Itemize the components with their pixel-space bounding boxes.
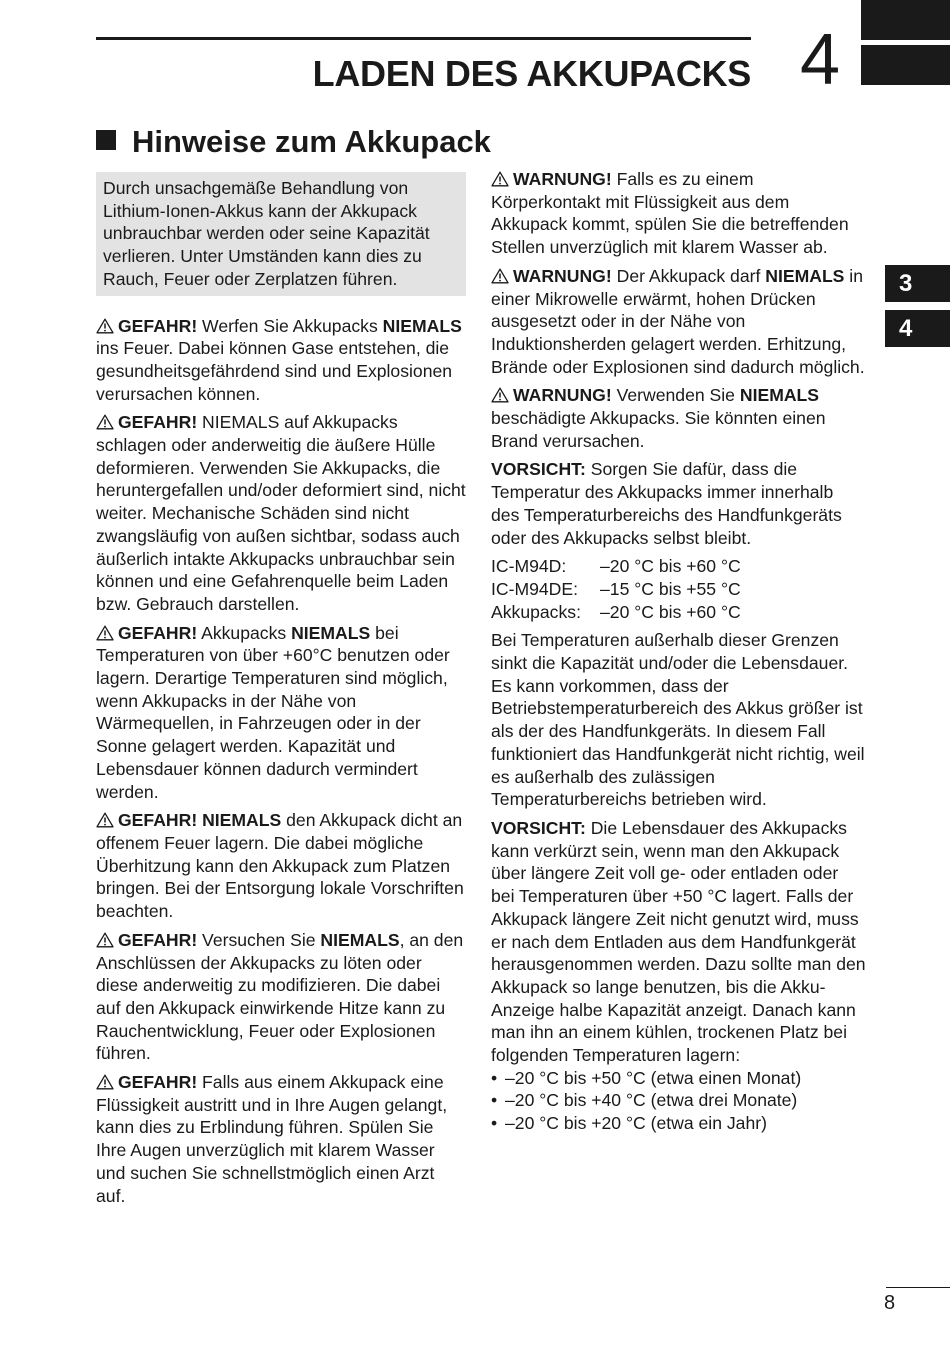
chapter-tab-4[interactable]: 4 (885, 310, 950, 347)
body-text: bei Temperaturen von über +60°C benutzen oder lagern. Derartige Temperaturen sind möglich, wenn Akkupacks in der Nähe von Wärmequellen, in Fahrzeugen oder in der Sonne gelagert werden. Kapazität und Lebensdauer können dadurch vermindert werden. (96, 622, 450, 802)
temperature-row (491, 578, 866, 601)
warning-triangle-icon (96, 625, 114, 641)
emphasis-text: NIEMALS (202, 810, 282, 831)
body-text: Akkupacks (197, 622, 292, 643)
body-text: Der Akkupack darf (611, 265, 766, 286)
temperature-label: Akkupacks: (491, 601, 581, 622)
caution-paragraph-2 (491, 817, 866, 1067)
temperature-value: –15 °C bis +55 °C (600, 578, 741, 599)
emphasis-text: NIEMALS (739, 385, 820, 406)
section-heading-text: Hinweise zum Akkupack (132, 124, 491, 159)
emphasis-text: NIEMALS (765, 265, 845, 286)
hazard-item (96, 622, 466, 804)
caution-paragraph-1 (491, 458, 866, 549)
hazard-label: GEFAHR! (118, 810, 198, 831)
hazard-label: GEFAHR! (118, 622, 198, 643)
hazard-item (96, 809, 466, 923)
body-text: ins Feuer. Dabei können Gase entstehen, die gesundheitsgefährdend sind und Explosionen verursachen können. (96, 338, 453, 404)
body-text: , an den Anschlüssen der Akkupacks zu löten oder diese anderweitig zu modifizieren. Die dabei auf den Akkupack einwirkende Hitze kann zu Rauchentwicklung, Feuer oder Explosionen führen. (96, 929, 464, 1064)
body-text: beschädigte Akkupacks. Sie könnten einen Brand verursachen. (491, 408, 826, 451)
hazard-label: GEFAHR! (118, 412, 198, 433)
temperature-value: –20 °C bis +60 °C (600, 601, 741, 622)
body-text: den Akkupack dicht an offenem Feuer lagern. Die dabei mögliche Überhitzung kann den Akkupack zum Platzen bringen. Bei der Entsorgung lokale Vorschriften beachten. (96, 810, 464, 922)
body-text: Versuchen Sie (197, 929, 321, 950)
corner-block-top (861, 0, 950, 40)
hazard-label: WARNUNG! (513, 385, 612, 406)
chapter-title: LADEN DES AKKUPACKS (312, 53, 751, 94)
corner-block-bottom (861, 45, 950, 85)
caution-label: VORSICHT: (491, 459, 586, 480)
warning-triangle-icon (96, 318, 114, 334)
warning-triangle-icon (491, 387, 509, 403)
warning-item (491, 384, 866, 452)
list-item-text: –20 °C bis +20 °C (etwa ein Jahr) (505, 1113, 767, 1134)
hazard-item (96, 411, 466, 615)
bullet-icon: • (491, 1090, 498, 1111)
storage-bullet-list (491, 1067, 866, 1135)
temperature-table (491, 555, 866, 623)
hazard-label: WARNUNG! (513, 169, 612, 189)
warning-triangle-icon (96, 812, 114, 828)
temperature-label: IC-M94DE: (491, 578, 579, 599)
note-box: Durch unsachgemäße Behandlung von Lithium-Ionen-Akkus kann der Akkupack unbrauchbar werden oder seine Kapazität verlieren. Unter Umständen kann dies zu Rauch, Feuer oder Zerplatzen führen. (96, 172, 466, 296)
emphasis-text: NIEMALS (320, 929, 400, 950)
warning-triangle-icon (96, 414, 114, 430)
body-text: Falls es zu einem Körperkontakt mit Flüssigkeit aus dem Akkupack kommt, spülen Sie die betreffenden Stellen unverzüglich mit klarem Wasser ab. (491, 169, 849, 258)
footer-rule (886, 1287, 950, 1288)
temperature-note: Bei Temperaturen außerhalb dieser Grenzen sinkt die Kapazität und/oder die Lebensdauer. Es kann vorkommen, dass der Betriebstemperaturbereich des Akkus größer ist als der des Handfunkgeräts. In diesem Fall funktioniert das Handfunkgerät nicht richtig, weil es außerhalb des zulässigen Temperaturbereichs betrieben wird. (491, 630, 865, 810)
warning-item (491, 265, 866, 379)
section-heading (96, 122, 491, 162)
warning-triangle-icon (96, 1074, 114, 1090)
page-number: 8 (884, 1292, 896, 1314)
list-item (491, 1112, 866, 1135)
body-text: in einer Mikrowelle erwärmt, hohen Drücken ausgesetzt oder in der Nähe von Induktionsherden gelagert werden. Erhitzung, Brände oder Explosionen sind dadurch möglich. (491, 265, 865, 377)
temperature-label: IC-M94D: (491, 556, 567, 577)
hazard-item (96, 929, 466, 1065)
list-item (491, 1067, 866, 1090)
hazard-label: GEFAHR! (118, 315, 198, 336)
body-text: Werfen Sie Akkupacks (197, 315, 383, 336)
left-column (96, 172, 466, 1213)
hazard-label: WARNUNG! (513, 265, 612, 286)
list-item (491, 1089, 866, 1112)
header-rule (96, 37, 751, 40)
hazard-label: GEFAHR! (118, 929, 198, 950)
warning-triangle-icon (491, 268, 509, 284)
chapter-tab-3[interactable]: 3 (885, 265, 950, 302)
warning-list (491, 168, 866, 452)
temperature-value: –20 °C bis +60 °C (600, 556, 741, 577)
caution-text: Die Lebensdauer des Akkupacks kann verkürzt sein, wenn man den Akkupack über längere Zeit voll ge- oder entladen oder bei Temperaturen über +50 °C lagert. Falls der Akkupack längere Zeit nicht genutzt wird, muss er nach dem Entladen aus dem Handfunkgerät herausgenommen werden. Dazu sollte man den Akkupack so lange benutzen, bis die Akku-Anzeige halbe Kapazität anzeigt. Danach kann man ihn an einem kühlen, trockenen Platz bei folgenden Temperaturen lagern: (491, 817, 866, 1066)
body-text: Falls aus einem Akkupack eine Flüssigkeit austritt und in Ihre Augen gelangt, kann dies zu Erblindung führen. Spülen Sie Ihre Augen unverzüglich mit klarem Wasser und suchen Sie schnellstmöglich einen Arzt auf. (96, 1072, 448, 1206)
right-column (491, 168, 866, 1135)
emphasis-text: NIEMALS (382, 315, 462, 336)
bullet-icon: • (491, 1067, 498, 1088)
emphasis-text: NIEMALS (291, 622, 371, 643)
list-item-text: –20 °C bis +50 °C (etwa einen Monat) (505, 1067, 802, 1088)
hazard-list (96, 315, 466, 1208)
caution-label: VORSICHT: (491, 817, 586, 838)
list-item-text: –20 °C bis +40 °C (etwa drei Monate) (505, 1090, 798, 1111)
square-bullet-icon (96, 130, 116, 150)
warning-triangle-icon (96, 932, 114, 948)
warning-item (491, 168, 866, 259)
bullet-icon: • (491, 1113, 498, 1134)
body-text: Verwenden Sie (611, 385, 740, 406)
caution-text: Sorgen Sie dafür, dass die Temperatur des Akkupacks immer innerhalb des Temperaturbereichs des Handfunkgeräts oder des Akkupacks selbst bleibt. (491, 459, 842, 548)
warning-triangle-icon (491, 171, 509, 187)
temperature-row (491, 601, 866, 624)
temperature-row (491, 555, 866, 578)
body-text: NIEMALS auf Akkupacks schlagen oder anderweitig die äußere Hülle deformieren. Verwenden Sie Akkupacks, die heruntergefallen und/oder deformiert sind, nicht weiter. Mechanische Schäden sind nicht zwangsläufig von außen sichtbar, sodass auch äußerlich intakte Akkupacks unbrauchbar sein können und eine Gefahrenquelle beim Laden bzw. Gebrauch darstellen. (96, 412, 466, 614)
hazard-label: GEFAHR! (118, 1072, 198, 1093)
hazard-item (96, 315, 466, 406)
hazard-item (96, 1071, 466, 1207)
chapter-number: 4 (799, 20, 841, 100)
